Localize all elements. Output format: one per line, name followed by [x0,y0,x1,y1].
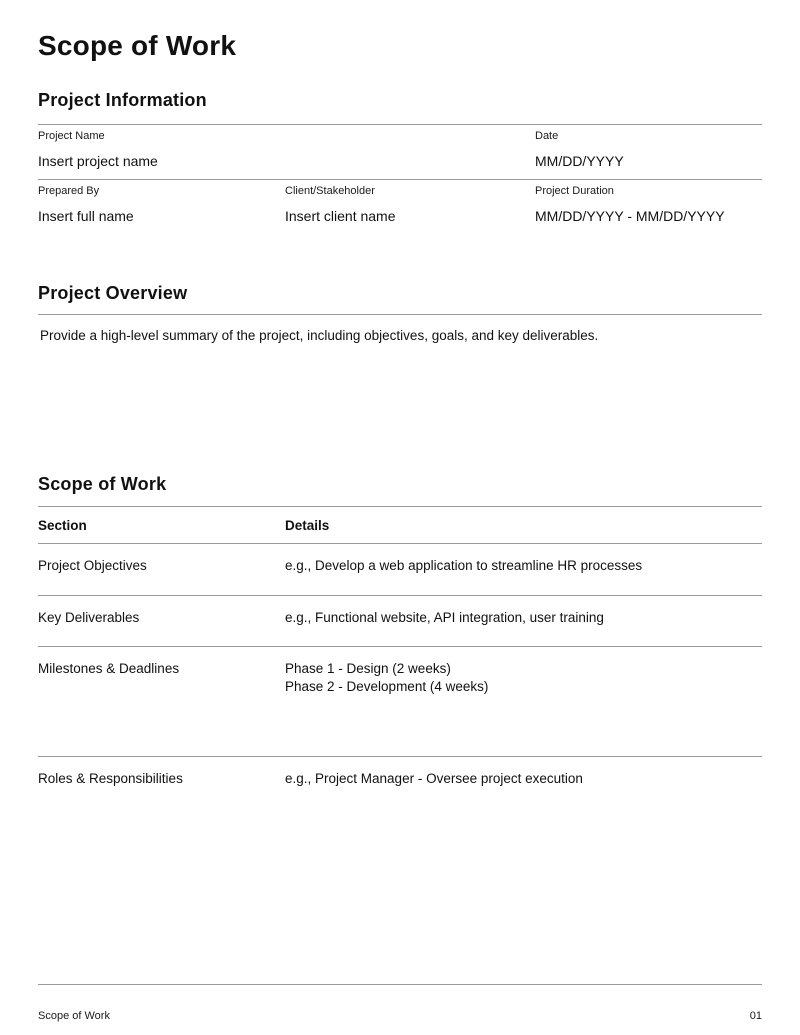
date-field [535,130,762,169]
document-title: Scope of Work [38,30,237,61]
row-section-label: Roles & Responsibilities [38,771,183,787]
row-section-label: Key Deliverables [38,609,140,625]
project-duration-label: Project Duration [535,185,614,198]
project-name-label: Project Name [38,130,105,143]
project-duration-field [535,185,762,224]
column-header-details: Details [285,518,330,534]
info-row-1 [38,124,762,179]
project-duration-value[interactable]: MM/DD/YYYY - MM/DD/YYYY [535,207,725,224]
table-row-milestones-deadlines [38,647,762,757]
client-stakeholder-field [285,185,535,224]
scope-of-work-heading: Scope of Work [38,473,167,494]
project-overview-section [38,283,762,345]
prepared-by-field [38,185,285,224]
project-name-value[interactable]: Insert project name [38,152,158,169]
row-section-label: Milestones & Deadlines [38,660,180,676]
row-details-cell [285,557,762,575]
scope-table-header-row [38,506,762,544]
date-label: Date [535,130,559,143]
table-row-key-deliverables [38,596,762,647]
client-stakeholder-value[interactable]: Insert client name [285,207,396,224]
footer-page-number: 01 [749,1010,762,1022]
project-information-heading: Project Information [38,89,207,110]
prepared-by-value[interactable]: Insert full name [38,207,134,224]
row-details-cell [285,609,762,627]
scope-of-work-section [38,474,762,808]
client-stakeholder-label: Client/Stakeholder [285,185,375,198]
project-name-field [38,130,535,169]
prepared-by-label: Prepared By [38,185,100,198]
project-information-grid [38,124,762,234]
row-details-cell [285,770,762,788]
date-value[interactable]: MM/DD/YYYY [535,152,624,169]
column-header-section: Section [38,518,87,534]
detail-line[interactable]: e.g., Functional website, API integration, user training [285,609,604,625]
divider [38,314,762,315]
page-footer [38,984,762,1035]
info-row-2 [38,179,762,234]
table-row-roles-responsibilities [38,757,762,807]
detail-line[interactable]: Phase 2 - Development (4 weeks) [285,679,489,695]
row-section-label: Project Objectives [38,558,147,574]
table-row-project-objectives [38,544,762,595]
project-information-section [38,90,762,235]
row-details-cell [285,660,762,696]
project-overview-heading: Project Overview [38,283,188,304]
scope-of-work-table [38,506,762,807]
detail-line[interactable]: e.g., Develop a web application to streamline HR processes [285,558,643,574]
detail-line[interactable]: Phase 1 - Design (2 weeks) [285,660,451,676]
detail-line[interactable]: e.g., Project Manager - Oversee project execution [285,771,583,787]
footer-document-name: Scope of Work [38,1010,110,1022]
project-overview-placeholder[interactable]: Provide a high-level summary of the project, including objectives, goals, and key deliverables. [40,327,599,343]
